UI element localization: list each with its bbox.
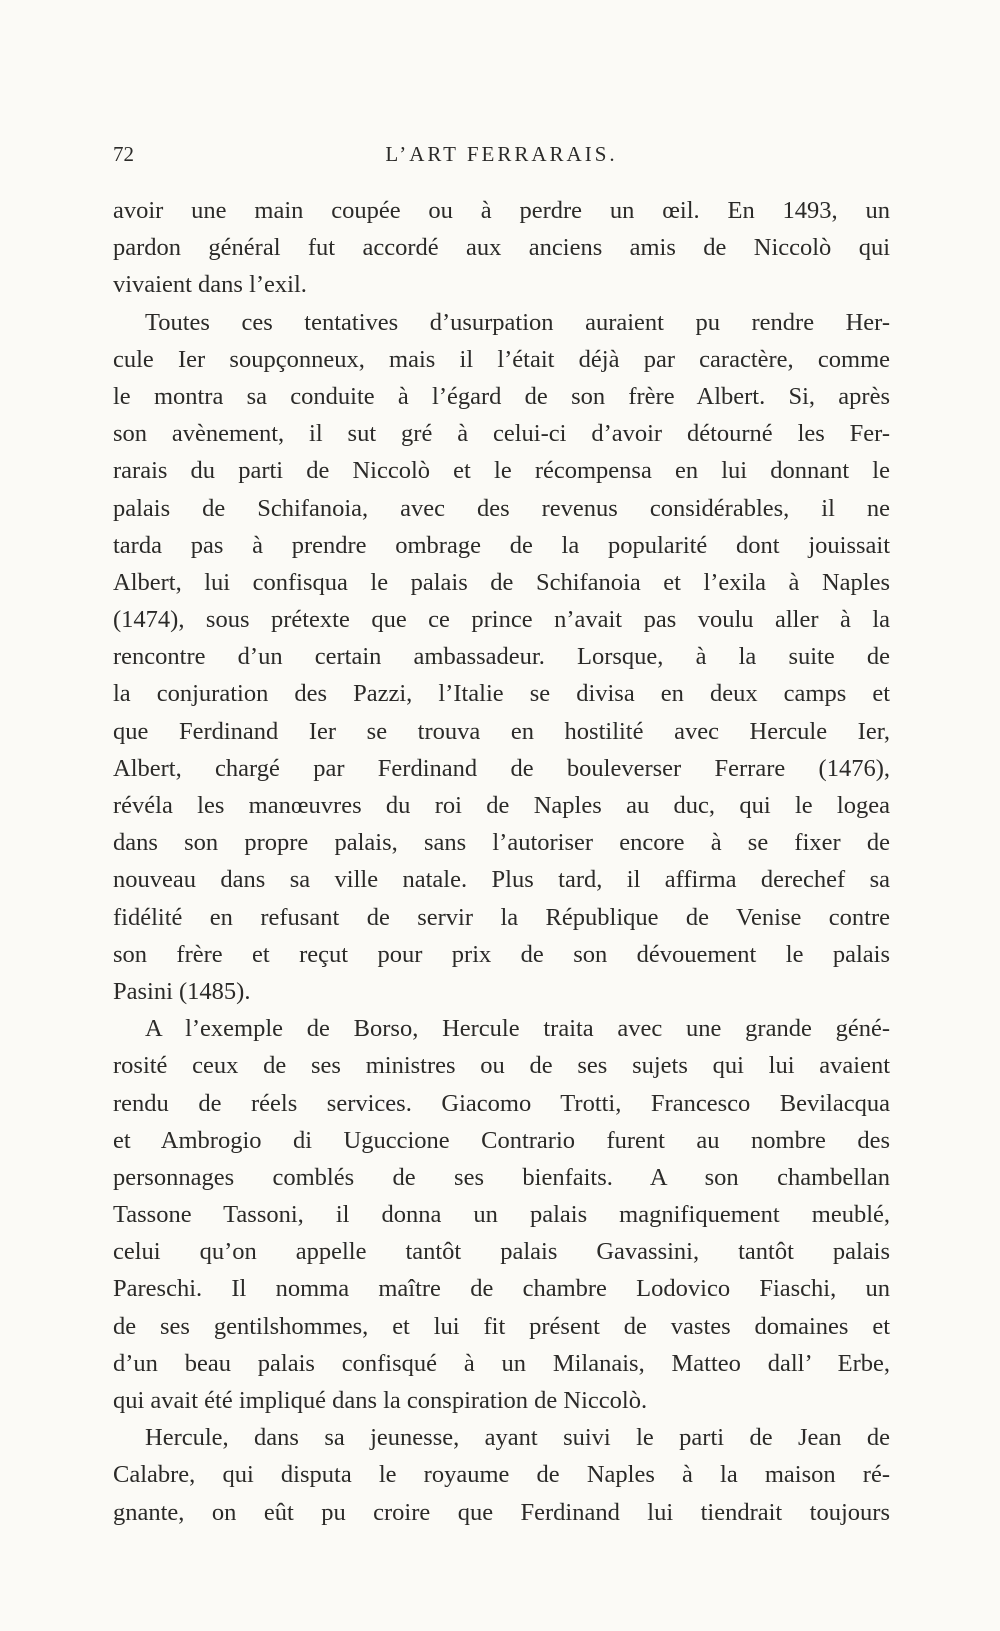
text-line: Hercule, dans sa jeunesse, ayant suivi le parti de Jean de [145,1424,890,1452]
text-line: Pasini (1485). [113,977,251,1005]
text-line: Tassone Tassoni, il donna un palais magnifiquement meublé, [113,1201,890,1229]
running-head [113,142,890,172]
text-line: le montra sa conduite à l’égard de son frère Albert. Si, après [113,382,890,410]
text-line: Calabre, qui disputa le royaume de Naples à la maison ré- [113,1461,890,1489]
text-line: Albert, lui confisqua le palais de Schifanoia et l’exila à Naples [113,568,890,596]
text-line: rencontre d’un certain ambassadeur. Lorsque, à la suite de [113,643,890,671]
text-line: nouveau dans sa ville natale. Plus tard, il affirma derechef sa [113,866,890,894]
page-number: 72 [113,142,134,166]
text-line: son avènement, il sut gré à celui-ci d’avoir détourné les Fer- [113,420,890,448]
text-line: que Ferdinand Ier se trouva en hostilité avec Hercule Ier, [113,717,890,745]
text-line: rarais du parti de Niccolò et le récompensa en lui donnant le [113,457,890,485]
text-line: pardon général fut accordé aux anciens amis de Niccolò qui [113,234,890,262]
text-line: celui qu’on appelle tantôt palais Gavassini, tantôt palais [113,1238,890,1266]
text-line: tarda pas à prendre ombrage de la popularité dont jouissait [113,531,890,559]
text-line: avoir une main coupée ou à perdre un œil. En 1493, un [113,197,890,224]
text-line: Albert, chargé par Ferdinand de bouleverser Ferrare (1476), [113,754,890,782]
body-text [113,192,890,1531]
text-line: Pareschi. Il nomma maître de chambre Lodovico Fiaschi, un [113,1275,890,1303]
text-line: dans son propre palais, sans l’autoriser encore à se fixer de [113,829,890,857]
text-line: (1474), sous prétexte que ce prince n’avait pas voulu aller à la [113,606,890,634]
text-line: personnages comblés de ses bienfaits. A son chambellan [113,1163,890,1191]
text-line: qui avait été impliqué dans la conspiration de Niccolò. [113,1387,648,1414]
text-line: rendu de réels services. Giacomo Trotti, Francesco Bevilacqua [113,1089,890,1117]
text-line: et Ambrogio di Uguccione Contrario furent au nombre des [113,1126,890,1154]
text-line: d’un beau palais confisqué à un Milanais, Matteo dall’ Erbe, [113,1349,890,1377]
running-title: L’ART FERRARAIS. [385,142,618,166]
text-line: A l’exemple de Borso, Hercule traita avec une grande géné- [145,1015,890,1043]
text-line: la conjuration des Pazzi, l’Italie se divisa en deux camps et [113,680,890,708]
text-line: rosité ceux de ses ministres ou de ses sujets qui lui avaient [113,1052,890,1080]
text-line: de ses gentilshommes, et lui fit présent de vastes domaines et [113,1312,890,1340]
text-line: vivaient dans l’exil. [113,271,307,299]
text-line: palais de Schifanoia, avec des revenus considérables, il ne [113,494,890,522]
text-line: son frère et reçut pour prix de son dévouement le palais [113,940,890,968]
text-line: gnante, on eût pu croire que Ferdinand lui tiendrait toujours [113,1498,890,1526]
text-line: révéla les manœuvres du roi de Naples au duc, qui le logea [113,792,890,819]
text-line: Toutes ces tentatives d’usurpation auraient pu rendre Her- [145,308,890,336]
text-line: cule Ier soupçonneux, mais il l’était déjà par caractère, comme [113,345,890,373]
text-line: fidélité en refusant de servir la République de Venise contre [113,903,890,931]
